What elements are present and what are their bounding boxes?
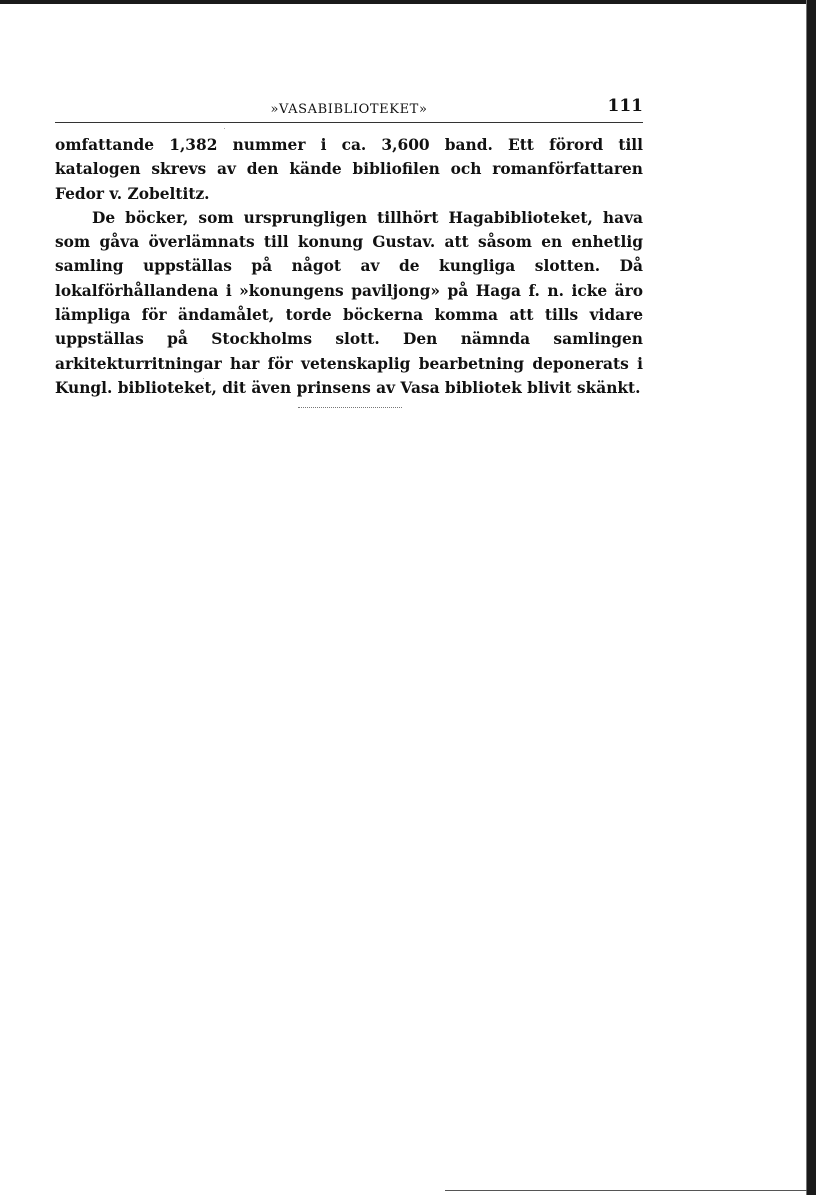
- body-text: [55, 133, 643, 400]
- page-header: [55, 96, 643, 123]
- page-number: 111: [607, 96, 643, 116]
- scan-border-top: [0, 0, 816, 4]
- scan-border-right: [807, 0, 816, 1195]
- scan-speck: [203, 378, 204, 379]
- paragraph: De böcker, som ursprungligen tillhört Hagabiblioteket, hava som gåva överlämnats till konung Gustav. att såsom en enhetlig samling uppställas på något av de kungliga slotten. Då lokalförhållandena i »konungens paviljong» på Haga f. n. icke äro lämpliga för ändamålet, torde böckerna komma att tills vidare uppställas på Stockholms slott. Den nämnda samlingen arkitekturritningar har för vetenskaplig bearbetning deponerats i Kungl. biblioteket, dit även prinsens av Vasa bibliotek blivit skänkt.: [55, 208, 643, 397]
- scan-border-right-edge: [806, 0, 807, 1195]
- running-head: »VASABIBLIOTEKET»: [270, 102, 428, 117]
- scan-bottom-edge: [445, 1190, 807, 1191]
- section-end-rule: [298, 407, 402, 408]
- book-page: [55, 96, 643, 400]
- paragraph-continued: omfattande 1,382 nummer i ca. 3,600 band. Ett förord till katalogen skrevs av den kände bibliofilen och romanförfattaren Fedor v. Zobeltitz.: [55, 136, 643, 203]
- scan-speck: [224, 128, 225, 129]
